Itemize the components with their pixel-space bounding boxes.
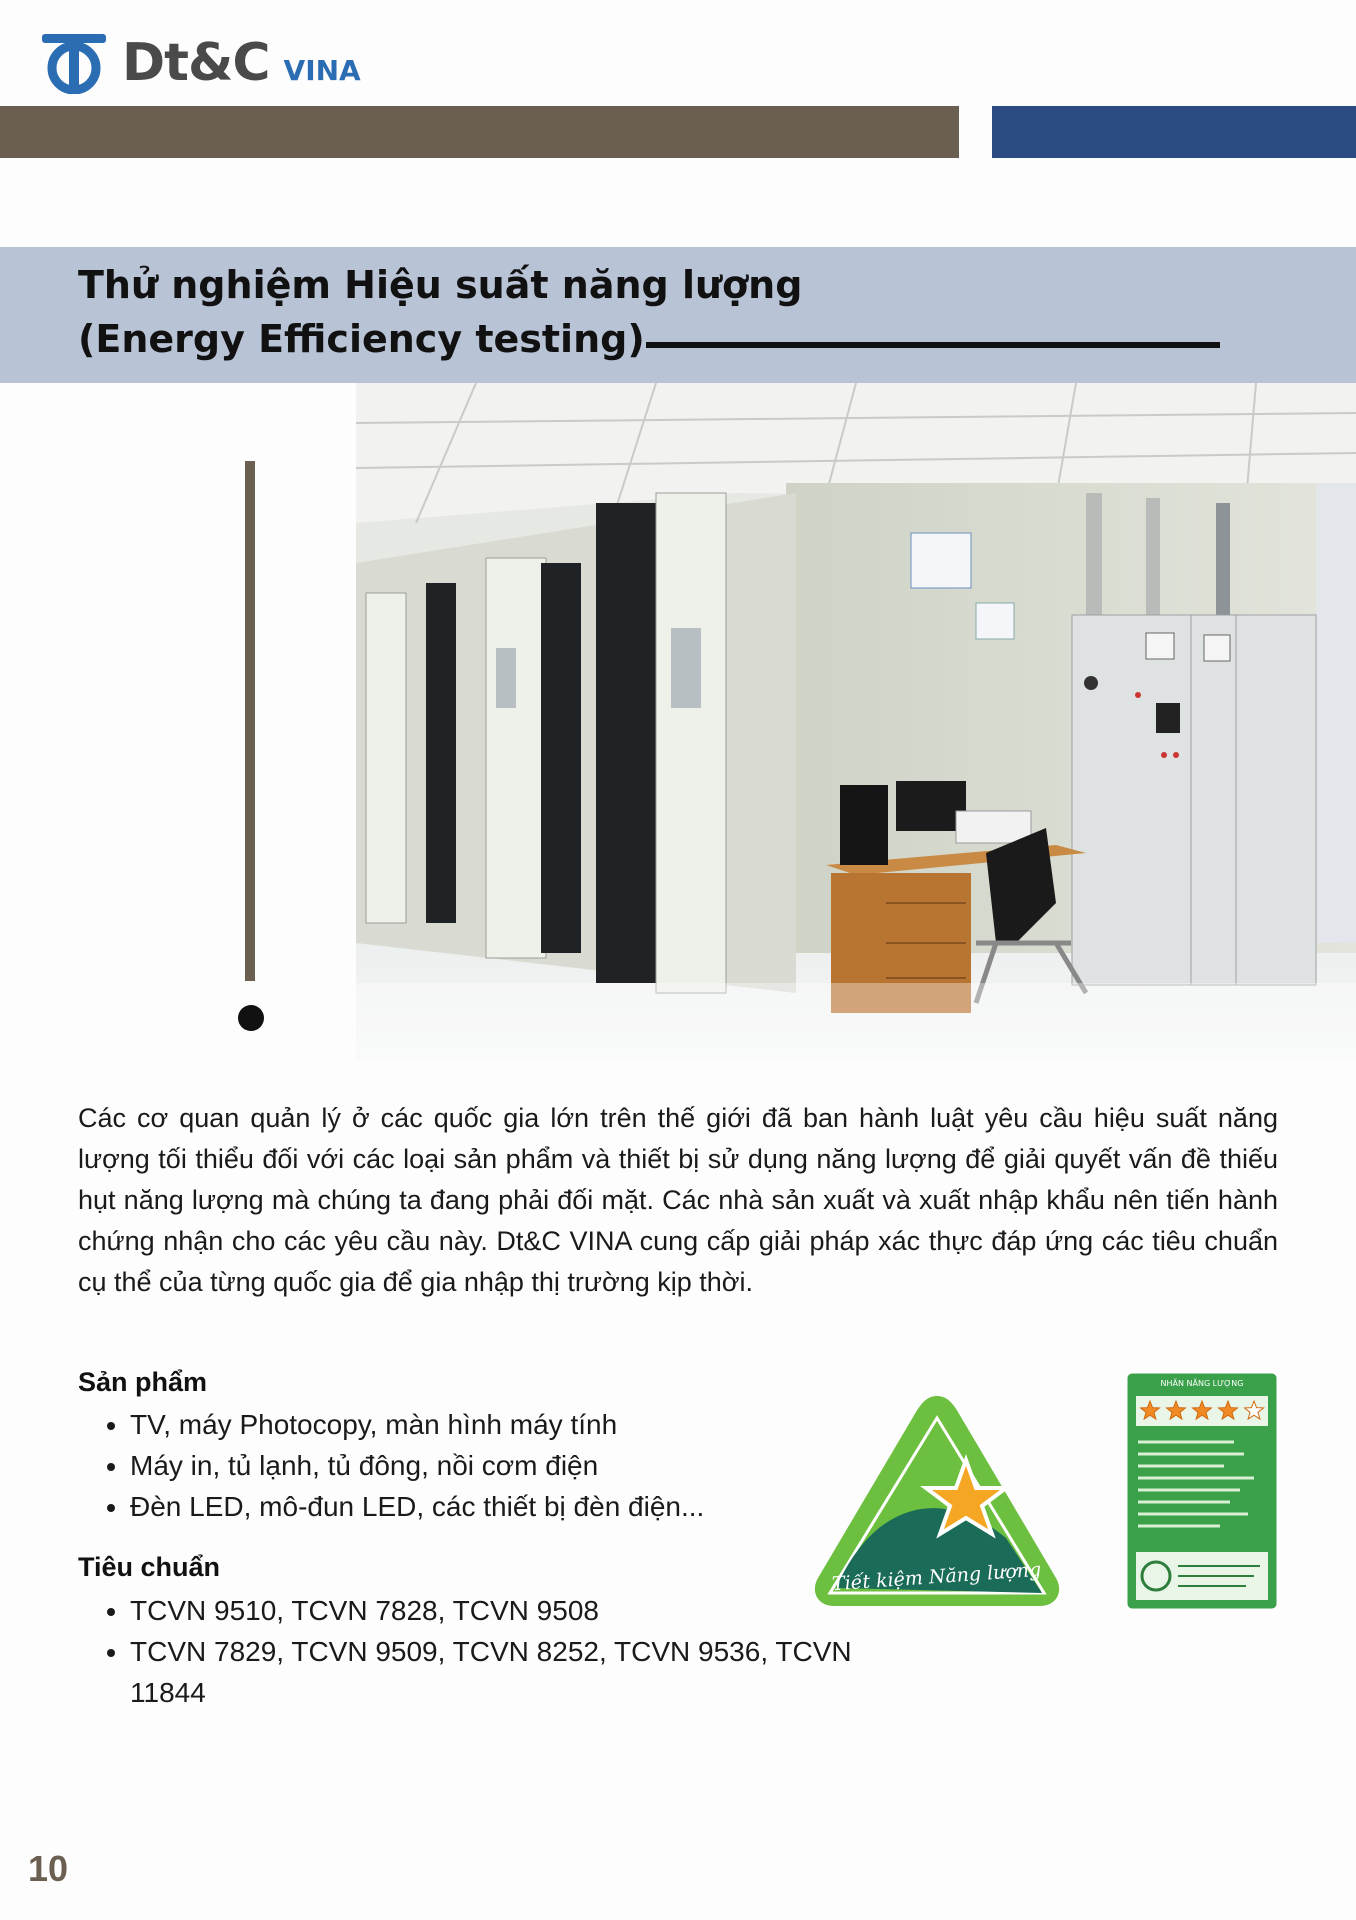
list-item: • TCVN 9510, TCVN 7828, TCVN 9508 bbox=[130, 1590, 910, 1631]
standards-heading: Tiêu chuẩn bbox=[78, 1552, 221, 1582]
dtc-logo-icon bbox=[38, 32, 110, 94]
title-underline bbox=[646, 342, 1220, 348]
energy-label-card bbox=[1124, 1370, 1280, 1612]
products-heading: Sản phẩm bbox=[78, 1367, 208, 1397]
brand-subtitle: VINA bbox=[283, 53, 361, 87]
list-item: • TCVN 7829, TCVN 9509, TCVN 8252, TCVN 9536, TCVN 11844 bbox=[130, 1631, 910, 1713]
products-list bbox=[78, 1404, 890, 1527]
decorative-vertical-line bbox=[245, 461, 255, 981]
list-item: • Đèn LED, mô-đun LED, các thiết bị đèn điện... bbox=[130, 1486, 890, 1527]
list-item: • TV, máy Photocopy, màn hình máy tính bbox=[130, 1404, 890, 1445]
page-number: 10 bbox=[28, 1848, 69, 1889]
intro-paragraph: Các cơ quan quản lý ở các quốc gia lớn trên thế giới đã ban hành luật yêu cầu hiệu suất năng lượng tối thiểu đối với các loại sản phẩm và thiết bị sử dụng năng lượng để giải quyết vấn đề thiếu hụt năng lượng mà chúng ta đang phải đối mặt. Các nhà sản xuất và xuất nhập khẩu nên tiến hành chứng nhận cho các yêu cầu này. Dt&C VINA cung cấp giải pháp xác thực đáp ứng các tiêu chuẩn cụ thể của từng quốc gia để gia nhập thị trường kịp thời. bbox=[78, 1103, 1278, 1297]
label-header: NHÃN NĂNG LƯỢNG bbox=[1160, 1379, 1244, 1388]
energy-saving-triangle-badge bbox=[806, 1388, 1068, 1614]
header-bar-navy bbox=[992, 106, 1356, 158]
title-line-1: Thử nghiệm Hiệu suất năng lượng bbox=[78, 263, 803, 307]
decorative-dot bbox=[238, 1005, 264, 1031]
brand-name: Dt&C bbox=[122, 33, 270, 93]
testing-lab-photo bbox=[356, 383, 1356, 1061]
page-title bbox=[78, 258, 802, 366]
standards-list bbox=[78, 1590, 910, 1713]
triangle-badge-text: Tiết kiệm Năng lượng bbox=[831, 1558, 1042, 1596]
header-bar-brown bbox=[0, 106, 959, 158]
title-line-2: (Energy Efficiency testing) bbox=[78, 317, 645, 361]
company-logo bbox=[38, 28, 361, 98]
list-item: • Máy in, tủ lạnh, tủ đông, nồi cơm điện bbox=[130, 1445, 890, 1486]
